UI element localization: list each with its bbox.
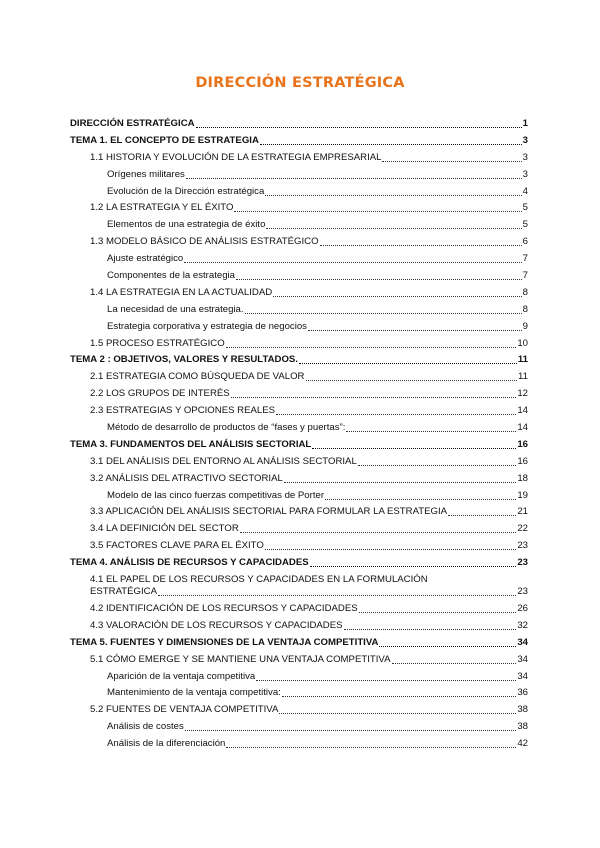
toc-entry-title: 1.5 PROCESO ESTRATÉGICO bbox=[90, 337, 225, 349]
toc-entry-title: 4.2 IDENTIFICACIÓN DE LOS RECURSOS Y CAPACIDADES bbox=[90, 602, 358, 614]
toc-entry-page: 5 bbox=[522, 219, 528, 231]
toc-entry-title: 2.2 LOS GRUPOS DE INTERÉS bbox=[90, 388, 230, 400]
toc-entry-title: TEMA 3. FUNDAMENTOS DEL ANÁLISIS SECTORIAL bbox=[70, 438, 312, 450]
toc-entry-page: 32 bbox=[517, 619, 528, 631]
toc-entry-page: 34 bbox=[517, 653, 528, 665]
toc-entry-page: 42 bbox=[517, 738, 528, 750]
toc-leader-dots bbox=[245, 312, 522, 314]
toc-entry-title: Mantenimiento de la ventaja competitiva: bbox=[107, 687, 281, 699]
toc-entry-title: 4.3 VALORACIÓN DE LOS RECURSOS Y CAPACIDADES bbox=[90, 619, 343, 631]
toc-entry[interactable] bbox=[70, 405, 528, 417]
toc-entry-page: 23 bbox=[517, 540, 528, 552]
toc-leader-dots bbox=[279, 712, 516, 714]
toc-entry-title: Análisis de la diferenciación bbox=[107, 738, 226, 750]
toc-entry-page: 6 bbox=[522, 236, 528, 248]
toc-leader-dots bbox=[282, 695, 516, 697]
toc-entry[interactable] bbox=[70, 603, 528, 615]
toc-leader-dots bbox=[226, 746, 516, 748]
toc-entry-title: 1.1 HISTORIA Y EVOLUCIÓN DE LA ESTRATEGIA EMPRESARIAL bbox=[90, 151, 382, 163]
toc-entry-page: 5 bbox=[522, 202, 528, 214]
toc-entry[interactable] bbox=[70, 422, 528, 434]
toc-entry-page: 34 bbox=[517, 636, 528, 648]
toc-entry-title: 4.1 EL PAPEL DE LOS RECURSOS Y CAPACIDADES EN LA FORMULACIÓN bbox=[90, 574, 428, 586]
toc-entry-title: Componentes de la estrategia bbox=[107, 270, 235, 282]
toc-entry-page: 14 bbox=[517, 405, 528, 417]
toc-entry-title: 1.4 LA ESTRATEGIA EN LA ACTUALIDAD bbox=[90, 286, 273, 298]
toc-leader-dots bbox=[448, 514, 516, 516]
toc-leader-dots bbox=[379, 645, 516, 647]
toc-entry-title: Estrategia corporativa y estrategia de negocios bbox=[107, 320, 307, 332]
toc-entry[interactable] bbox=[70, 456, 528, 468]
toc-entry-page: 22 bbox=[517, 523, 528, 535]
toc-entry-title: Elementos de una estrategia de éxito bbox=[107, 219, 266, 231]
toc-entry[interactable] bbox=[70, 506, 528, 518]
toc-entry-page: 3 bbox=[522, 168, 528, 180]
toc-leader-dots bbox=[196, 126, 522, 128]
toc-entry[interactable] bbox=[70, 671, 528, 683]
toc-entry-page: 38 bbox=[517, 704, 528, 716]
toc-entry-title: 2.3 ESTRATEGIAS Y OPCIONES REALES bbox=[90, 405, 276, 417]
toc-entry-title: Método de desarrollo de productos de “fases y puertas”: bbox=[107, 422, 346, 434]
toc-leader-dots bbox=[266, 227, 521, 229]
toc-entry[interactable] bbox=[70, 304, 528, 316]
toc-entry-page: 16 bbox=[517, 455, 528, 467]
toc-leader-dots bbox=[299, 362, 517, 364]
toc-entry[interactable] bbox=[70, 704, 528, 716]
toc-leader-dots bbox=[308, 329, 522, 331]
toc-leader-dots bbox=[236, 278, 522, 280]
toc-leader-dots bbox=[231, 396, 517, 398]
toc-entry-page: 23 bbox=[517, 586, 528, 598]
toc-entry[interactable] bbox=[70, 557, 528, 569]
toc-entry[interactable] bbox=[70, 388, 528, 400]
toc-entry-title: Ajuste estratégico bbox=[107, 253, 184, 265]
toc-entry-page: 1 bbox=[522, 118, 528, 129]
toc-leader-dots bbox=[256, 679, 516, 681]
toc-entry-page: 8 bbox=[522, 303, 528, 315]
toc-leader-dots bbox=[358, 464, 517, 466]
toc-entry[interactable] bbox=[70, 721, 528, 733]
toc-entry-page: 10 bbox=[517, 337, 528, 349]
toc-entry[interactable] bbox=[70, 637, 528, 649]
toc-entry-title: TEMA 4. ANÁLISIS DE RECURSOS Y CAPACIDADES bbox=[70, 557, 309, 569]
toc-entry-title: DIRECCIÓN ESTRATÉGICA bbox=[70, 118, 195, 129]
toc-leader-dots bbox=[265, 194, 521, 196]
toc-entry[interactable] bbox=[70, 169, 528, 181]
table-of-contents bbox=[70, 118, 528, 755]
toc-leader-dots bbox=[186, 177, 522, 179]
toc-entry-page: 38 bbox=[517, 721, 528, 733]
toc-leader-dots bbox=[344, 628, 517, 630]
toc-entry[interactable] bbox=[70, 202, 528, 214]
toc-entry-page: 21 bbox=[517, 506, 528, 518]
toc-entry[interactable] bbox=[70, 338, 528, 350]
toc-entry-title: Análisis de costes bbox=[107, 721, 184, 733]
toc-leader-dots bbox=[359, 611, 517, 613]
toc-entry-page: 16 bbox=[517, 438, 528, 450]
toc-entry-title: Evolución de la Dirección estratégica bbox=[107, 185, 265, 197]
toc-leader-dots bbox=[276, 413, 516, 415]
toc-entry[interactable] bbox=[70, 620, 528, 632]
toc-entry[interactable] bbox=[70, 371, 528, 383]
toc-entry-page: 18 bbox=[517, 472, 528, 484]
toc-leader-dots bbox=[158, 594, 516, 596]
toc-entry[interactable] bbox=[70, 687, 528, 699]
toc-entry-title: 2.1 ESTRATEGIA COMO BÚSQUEDA DE VALOR bbox=[90, 371, 305, 383]
toc-leader-dots bbox=[226, 346, 517, 348]
toc-entry-page: 26 bbox=[517, 602, 528, 614]
toc-entry-page: 3 bbox=[522, 134, 528, 146]
toc-entry[interactable] bbox=[70, 654, 528, 666]
toc-entry-title: Aparición de la ventaja competitiva bbox=[107, 670, 256, 682]
toc-entry-title: 3.2 ANÁLISIS DEL ATRACTIVO SECTORIAL bbox=[90, 472, 283, 484]
toc-leader-dots bbox=[184, 261, 521, 263]
toc-entry-page: 3 bbox=[522, 151, 528, 163]
toc-entry[interactable] bbox=[70, 253, 528, 265]
toc-entry-page: 8 bbox=[522, 286, 528, 298]
toc-entry-title: 1.2 LA ESTRATEGIA Y EL ÉXITO bbox=[90, 202, 234, 214]
toc-leader-dots bbox=[260, 143, 522, 145]
toc-entry-page: 12 bbox=[517, 388, 528, 400]
toc-entry[interactable] bbox=[70, 574, 528, 598]
toc-leader-dots bbox=[284, 481, 516, 483]
toc-entry-title: 3.3 APLICACIÓN DEL ANÁLISIS SECTORIAL PARA FORMULAR LA ESTRATEGIA bbox=[90, 506, 448, 518]
toc-entry-title: Orígenes militares bbox=[107, 168, 185, 180]
toc-entry-title: 1.3 MODELO BÁSICO DE ANÁLISIS ESTRATÉGICO bbox=[90, 236, 319, 248]
toc-entry-title: 3.5 FACTORES CLAVE PARA EL ÉXITO bbox=[90, 540, 264, 552]
toc-entry[interactable] bbox=[70, 152, 528, 164]
toc-entry[interactable] bbox=[70, 490, 528, 502]
toc-leader-dots bbox=[234, 210, 521, 212]
toc-entry[interactable] bbox=[70, 321, 528, 333]
toc-leader-dots bbox=[320, 244, 522, 246]
toc-entry[interactable] bbox=[70, 287, 528, 299]
toc-entry[interactable] bbox=[70, 540, 528, 552]
toc-entry-title: TEMA 5. FUENTES Y DIMENSIONES DE LA VENTAJA COMPETITIVA bbox=[70, 636, 379, 648]
toc-leader-dots bbox=[310, 565, 517, 567]
toc-entry-title: TEMA 1. EL CONCEPTO DE ESTRATEGIA bbox=[70, 134, 259, 146]
toc-entry[interactable] bbox=[70, 473, 528, 485]
toc-entry-page: 4 bbox=[522, 185, 528, 197]
toc-leader-dots bbox=[382, 160, 521, 162]
toc-leader-dots bbox=[306, 379, 518, 381]
document-title: DIRECCIÓN ESTRATÉGICA bbox=[195, 75, 405, 91]
toc-leader-dots bbox=[265, 548, 517, 550]
toc-entry-page: 19 bbox=[517, 489, 528, 501]
toc-entry-title: 5.1 CÓMO EMERGE Y SE MANTIENE UNA VENTAJA COMPETITIVA bbox=[90, 653, 391, 665]
toc-entry-title: 5.2 FUENTES DE VENTAJA COMPETITIVA bbox=[90, 704, 279, 716]
toc-leader-dots bbox=[392, 662, 517, 664]
toc-entry-title: 3.1 DEL ANÁLISIS DEL ENTORNO AL ANÁLISIS SECTORIAL bbox=[90, 455, 357, 467]
toc-entry-page: 34 bbox=[517, 670, 528, 682]
toc-entry[interactable] bbox=[70, 523, 528, 535]
toc-entry-title: TEMA 2 : OBJETIVOS, VALORES Y RESULTADOS. bbox=[70, 354, 298, 366]
toc-entry[interactable] bbox=[70, 270, 528, 282]
toc-entry[interactable] bbox=[70, 118, 528, 130]
toc-leader-dots bbox=[240, 531, 517, 533]
toc-entry-title-cont: ESTRATÉGICA bbox=[90, 586, 157, 598]
toc-entry-page: 7 bbox=[522, 270, 528, 282]
toc-entry-title: La necesidad de una estrategia. bbox=[107, 303, 244, 315]
toc-leader-dots bbox=[346, 430, 516, 432]
toc-entry[interactable] bbox=[70, 186, 528, 198]
toc-entry-page: 7 bbox=[522, 253, 528, 265]
toc-entry[interactable] bbox=[70, 354, 528, 366]
toc-entry[interactable] bbox=[70, 219, 528, 231]
toc-leader-dots bbox=[312, 447, 516, 449]
toc-entry-page: 11 bbox=[518, 371, 528, 383]
toc-entry-page: 9 bbox=[522, 320, 528, 332]
toc-entry[interactable] bbox=[70, 135, 528, 147]
toc-entry-page: 14 bbox=[517, 422, 528, 434]
toc-entry-page: 36 bbox=[517, 687, 528, 699]
toc-leader-dots bbox=[325, 498, 516, 500]
toc-entry[interactable] bbox=[70, 738, 528, 750]
toc-leader-dots bbox=[185, 729, 517, 731]
toc-entry[interactable] bbox=[70, 236, 528, 248]
toc-entry-page: 11 bbox=[517, 354, 528, 366]
toc-entry-title: Modelo de las cinco fuerzas competitivas de Porter bbox=[107, 489, 325, 501]
toc-leader-dots bbox=[273, 295, 521, 297]
toc-entry-title: 3.4 LA DEFINICIÓN DEL SECTOR bbox=[90, 523, 239, 535]
toc-entry[interactable] bbox=[70, 439, 528, 451]
toc-entry-page: 23 bbox=[517, 557, 528, 569]
